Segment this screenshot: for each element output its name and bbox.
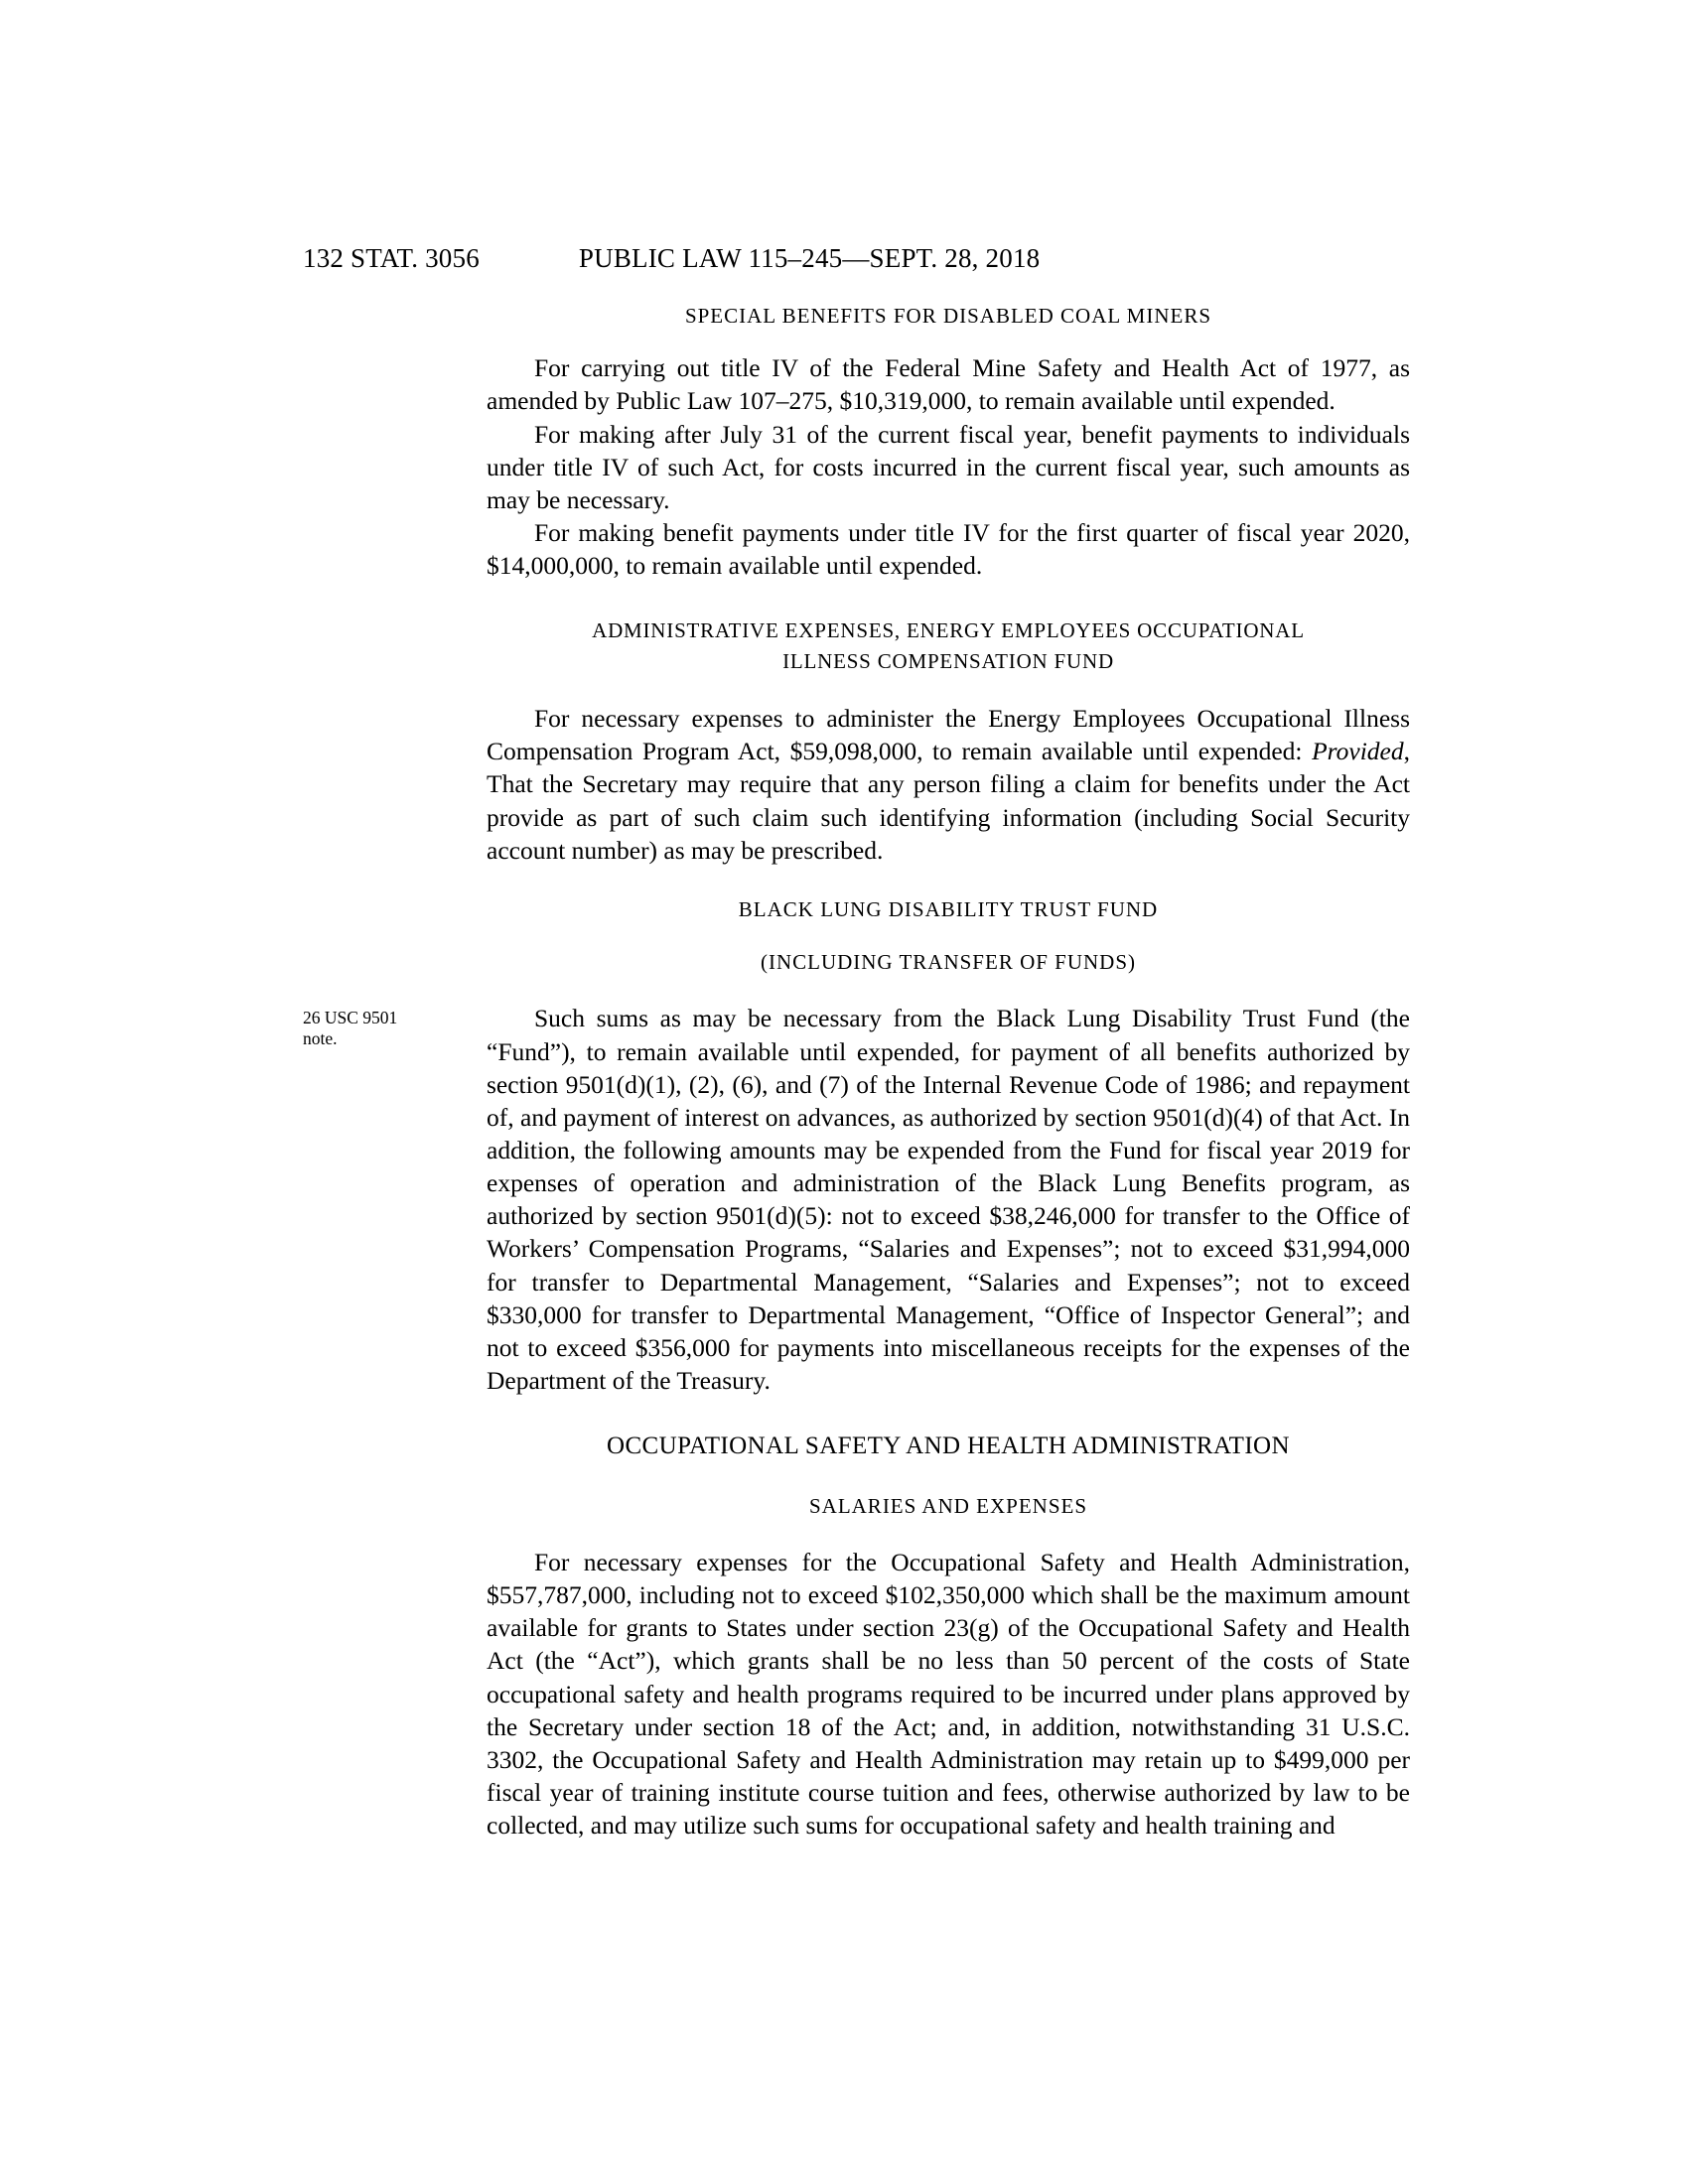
heading-salaries-and-expenses: SALARIES AND EXPENSES <box>808 1493 1088 1518</box>
public-law-citation: PUBLIC LAW 115–245—SEPT. 28, 2018 <box>578 243 1041 273</box>
marginal-note <box>303 1008 462 1050</box>
paragraph-osha-salaries-expenses: For necessary expenses for the Occupational Safety and Health Administration, $557,787,000, including not to exceed $102,350,000 which shall be the maximum amount available for grants to States under section 23(g) of the Occupational Safety and Health Act (the “Act”), which grants shall be no less than 50 percent of the costs of State occupational safety and health programs required to be incurred under plans approved by the Secretary under section 18 of the Act; and, in addition, notwithstanding 31 U.S.C. 3302, the Occupational Safety and Health Administration may retain up to $499,000 per fiscal year of training institute course tuition and fees, otherwise authorized by law to be collected, and may utilize such sums for occupational safety and health training and <box>487 1547 1410 1841</box>
heading-admin-expenses-line-2: ILLNESS COMPENSATION FUND <box>782 648 1114 673</box>
page-header <box>303 243 1405 274</box>
marginal-note-line-2: note. <box>303 1028 338 1049</box>
document-body <box>487 303 1410 1842</box>
paragraph-admin-expenses-part-2: , That the Secretary may require that any person filing a claim for benefits under the Act provide as part of such claim such identifying information (including Social Security account number) as may be prescribed. <box>487 737 1410 865</box>
marginal-note-line-1: 26 USC 9501 <box>303 1008 398 1027</box>
heading-osha-agency: OCCUPATIONAL SAFETY AND HEALTH ADMINISTRATION <box>607 1433 1290 1460</box>
paragraph-black-lung-trust-fund: Such sums as may be necessary from the Black Lung Disability Trust Fund (the “Fund”), to remain available until expended, for payment of all benefits authorized by section 9501(d)(1), (2), (6), and (7) of the Internal Revenue Code of 1986; and repayment of, and payment of interest on advances, as authorized by section 9501(d)(4) of that Act. In addition, the following amounts may be expended from the Fund for fiscal year 2019 for expenses of operation and administration of the Black Lung Benefits program, as authorized by section 9501(d)(5): not to exceed $38,246,000 for transfer to the Office of Workers’ Compensation Programs, “Salaries and Expenses”; not to exceed $31,994,000 for transfer to Departmental Management, “Salaries and Expenses”; not to exceed $330,000 for transfer to Departmental Management, “Office of Inspector General”; and not to exceed $356,000 for payments into miscellaneous receipts for the expenses of the Department of the Treasury. <box>487 1004 1410 1395</box>
paragraph-admin-expenses <box>487 702 1410 867</box>
subheading-including-transfer-of-funds: (INCLUDING TRANSFER OF FUNDS) <box>760 950 1137 975</box>
heading-special-benefits-coal-miners: SPECIAL BENEFITS FOR DISABLED COAL MINERS <box>684 304 1212 328</box>
statute-citation: 132 STAT. 3056 <box>303 243 480 273</box>
paragraph-coal-miners-2: For making after July 31 of the current fiscal year, benefit payments to individuals under title IV of such Act, for costs incurred in the current fiscal year, such amounts as may be necessary. <box>487 419 1410 514</box>
proviso-italic: Provided <box>1312 737 1404 766</box>
paragraph-admin-expenses-part-1: For necessary expenses to administer the Energy Employees Occupational Illness Compensation Program Act, $59,098,000, to remain available until expended: <box>487 704 1410 766</box>
heading-admin-expenses-line-1: ADMINISTRATIVE EXPENSES, ENERGY EMPLOYEES OCCUPATIONAL <box>592 618 1305 643</box>
paragraph-coal-miners-3: For making benefit payments under title IV for the first quarter of fiscal year 2020, $14,000,000, to remain available until expended. <box>487 518 1410 581</box>
paragraph-coal-miners-1: For carrying out title IV of the Federal Mine Safety and Health Act of 1977, as amended by Public Law 107–275, $10,319,000, to remain available until expended. <box>487 353 1410 416</box>
heading-black-lung-trust-fund: BLACK LUNG DISABILITY TRUST FUND <box>738 896 1159 921</box>
